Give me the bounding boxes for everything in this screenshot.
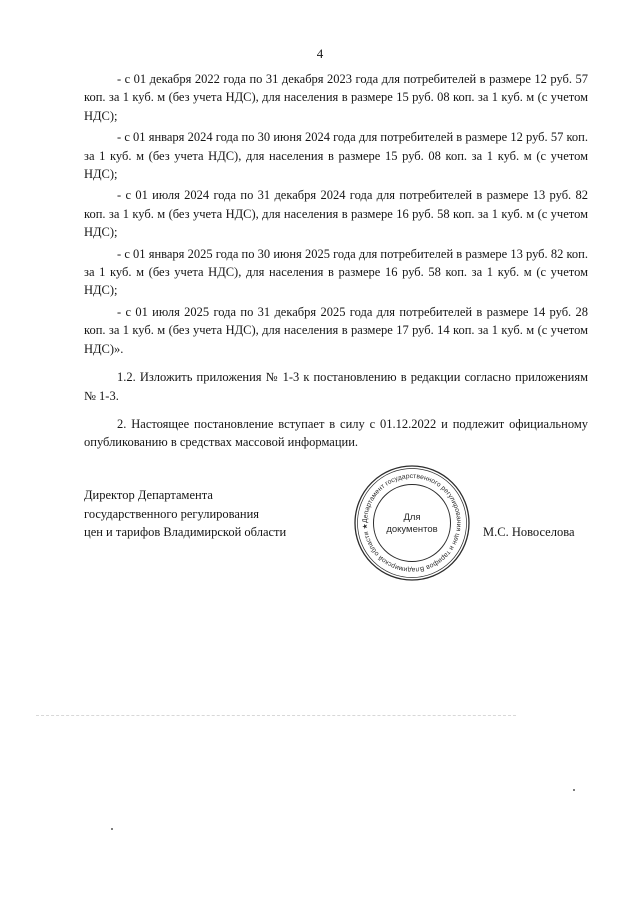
clause-1-2: 1.2. Изложить приложения № 1-3 к постановлению в редакции согласно приложениям № 1-3. bbox=[84, 370, 588, 403]
stamp-center-text: документов bbox=[386, 524, 438, 535]
signer-name: М.С. Новоселова bbox=[483, 525, 575, 539]
document-body bbox=[84, 70, 588, 455]
tariff-period-paragraph: - с 01 января 2024 года по 30 июня 2024 года для потребителей в размере 12 руб. 57 коп. за 1 куб. м (без учета НДС), для населения в размере 15 руб. 08 коп. за 1 куб. м (с учетом НДС); bbox=[84, 130, 588, 182]
tariff-period-paragraph: - с 01 июля 2024 года по 31 декабря 2024 года для потребителей в размере 13 руб. 82 коп. за 1 куб. м (без учета НДС), для населения в размере 16 руб. 58 коп. за 1 куб. м (с учетом НДС); bbox=[84, 188, 588, 240]
tariff-period-paragraph: - с 01 декабря 2022 года по 31 декабря 2023 года для потребителей в размере 12 руб. 57 коп. за 1 куб. м (без учета НДС), для населения в размере 15 руб. 08 коп. за 1 куб. м (с учетом НДС); bbox=[84, 72, 588, 123]
page-number: 4 bbox=[316, 46, 324, 61]
stamp-inner-ring bbox=[374, 485, 451, 562]
signer-position-line: государственного регулирования bbox=[84, 506, 260, 521]
stamp-ring-text: Департамент государственного регулирования цен и тарифов Владимирской области ★ bbox=[361, 472, 463, 574]
scan-artifact-dot bbox=[573, 789, 575, 791]
scan-artifact-dot bbox=[111, 828, 113, 830]
signer-position-line: Директор Департамента bbox=[84, 488, 213, 502]
clause-2: 2. Настоящее постановление вступает в силу с 01.12.2022 и подлежит официальному опубликованию в средствах массовой информации. bbox=[84, 416, 588, 450]
official-stamp bbox=[353, 464, 471, 582]
signer-position-line: цен и тарифов Владимирской области bbox=[84, 525, 287, 539]
stamp-seal-graphic bbox=[353, 464, 471, 582]
stamp-center-text: Для bbox=[403, 512, 421, 523]
scan-artifact-line bbox=[36, 715, 516, 716]
signer-position bbox=[84, 486, 344, 542]
stamp-outer-ring bbox=[355, 466, 469, 580]
tariff-period-paragraph: - с 01 июля 2025 года по 31 декабря 2025 года для потребителей в размере 14 руб. 28 коп. за 1 куб. м (без учета НДС), для населения в размере 17 руб. 14 коп. за 1 куб. м (с учетом НДС)». bbox=[84, 304, 588, 356]
tariff-period-paragraph: - с 01 января 2025 года по 30 июня 2025 года для потребителей в размере 13 руб. 82 коп. за 1 куб. м (без учета НДС), для населения в размере 16 руб. 58 коп. за 1 куб. м (с учетом НДС); bbox=[84, 246, 588, 298]
